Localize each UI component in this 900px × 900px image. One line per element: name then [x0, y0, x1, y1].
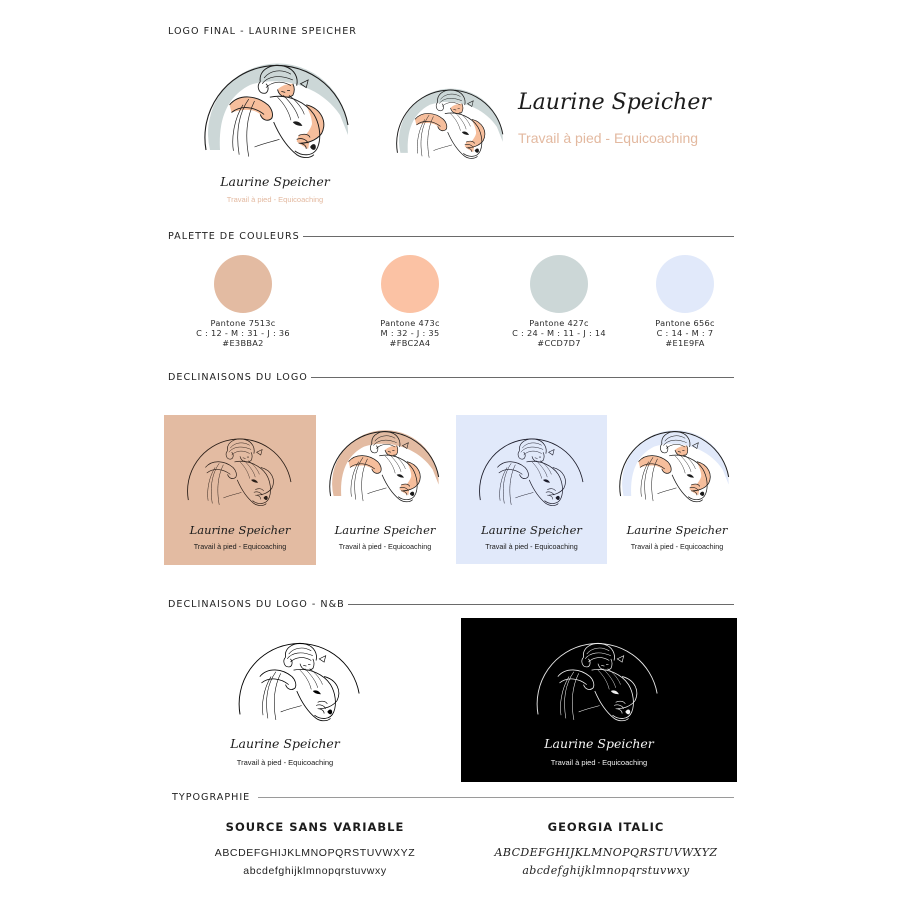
brand-name: Laurine Speicher [544, 736, 654, 751]
brand-tagline: Travail à pied - Equicoaching [226, 195, 324, 204]
swatch-label [340, 318, 480, 348]
brand-name: Laurine Speicher [189, 523, 291, 537]
section-title-typographie [172, 790, 734, 804]
section-title-text: LOGO FINAL - LAURINE SPEICHER [168, 25, 357, 37]
cmyk-values: C : 12 - M : 31 - J : 36 [196, 328, 290, 338]
pantone-code: Pantone 473c [380, 318, 440, 328]
brand-name: Laurine Speicher [220, 174, 330, 189]
color-swatch [214, 255, 272, 313]
section-rule [303, 236, 734, 237]
color-swatch [530, 255, 588, 313]
logo-final-horizontal [393, 80, 508, 170]
hex-code: #E1E9FA [665, 338, 705, 348]
logo-illustration-icon [326, 420, 444, 515]
logo-variant-peach-accent [320, 415, 450, 565]
logo-illustration-icon [616, 420, 734, 515]
brand-tagline: Travail à pied - Equicoaching [550, 758, 648, 767]
section-title-declinaisons-nb [168, 597, 734, 611]
cmyk-values: M : 32 - J : 35 [380, 328, 440, 338]
font-sample-upper: ABCDEFGHIJKLMNOPQRSTUVWXYZ [494, 846, 718, 859]
logo-variant-black-on-white [200, 618, 430, 782]
brand-tagline-large: Travail à pied - Equicoaching [518, 130, 699, 146]
logo-illustration-icon [476, 427, 588, 519]
section-title-palette [168, 229, 734, 243]
logo-illustration-icon [200, 55, 355, 170]
hex-code: #FBC2A4 [389, 338, 431, 348]
pantone-code: Pantone 427c [529, 318, 589, 328]
pantone-code: Pantone 656c [655, 318, 715, 328]
pantone-code: Pantone 7513c [210, 318, 276, 328]
section-title-text: PALETTE DE COULEURS [168, 230, 300, 242]
brand-tagline: Travail à pied - Equicoaching [193, 542, 287, 551]
logo-illustration-icon [184, 427, 296, 519]
section-rule [348, 604, 734, 605]
section-title-text: TYPOGRAPHIE [172, 791, 251, 803]
section-title-logo-final [168, 24, 734, 38]
brand-name-large: Laurine Speicher [518, 90, 711, 115]
brand-name: Laurine Speicher [230, 736, 340, 751]
cmyk-values: C : 14 - M : 7 [656, 328, 714, 338]
font-sample-upper: ABCDEFGHIJKLMNOPQRSTUVWXYZ [214, 847, 416, 859]
font-name-serif: GEORGIA ITALIC [547, 820, 665, 834]
swatch-label [615, 318, 755, 348]
brand-name: Laurine Speicher [334, 523, 436, 537]
section-rule [311, 377, 734, 378]
font-name-sans: SOURCE SANS VARIABLE [225, 820, 405, 834]
swatch-label [489, 318, 629, 348]
brand-name: Laurine Speicher [626, 523, 728, 537]
section-title-text: DECLINAISONS DU LOGO [168, 371, 308, 383]
color-swatch [656, 255, 714, 313]
logo-illustration-icon [533, 633, 663, 733]
logo-variant-blue-panel [456, 415, 607, 564]
brand-tagline: Travail à pied - Equicoaching [338, 542, 432, 551]
section-title-text: DECLINAISONS DU LOGO - N&B [168, 598, 345, 610]
logo-illustration-icon [393, 80, 508, 170]
logo-variant-peach-panel [164, 415, 316, 565]
brand-tagline: Travail à pied - Equicoaching [236, 758, 334, 767]
hex-code: #E3BBA2 [222, 338, 264, 348]
logo-illustration-icon [235, 633, 365, 733]
section-rule [258, 797, 734, 798]
color-swatch [381, 255, 439, 313]
brand-tagline: Travail à pied - Equicoaching [630, 542, 724, 551]
cmyk-values: C : 24 - M : 11 - J : 14 [512, 328, 606, 338]
logo-variant-white-on-black [461, 618, 737, 782]
font-sample-lower: abcdefghijklmnopqrstuvwxy [243, 865, 387, 877]
swatch-label [173, 318, 313, 348]
logo-variant-blue-accent [612, 415, 742, 565]
font-sample-lower: abcdefghijklmnopqrstuvwxy [522, 864, 690, 877]
hex-code: #CCD7D7 [537, 338, 581, 348]
brand-tagline: Travail à pied - Equicoaching [485, 542, 578, 551]
logo-final-vertical [200, 55, 355, 170]
section-title-declinaisons [168, 370, 734, 384]
brand-name: Laurine Speicher [481, 523, 582, 537]
